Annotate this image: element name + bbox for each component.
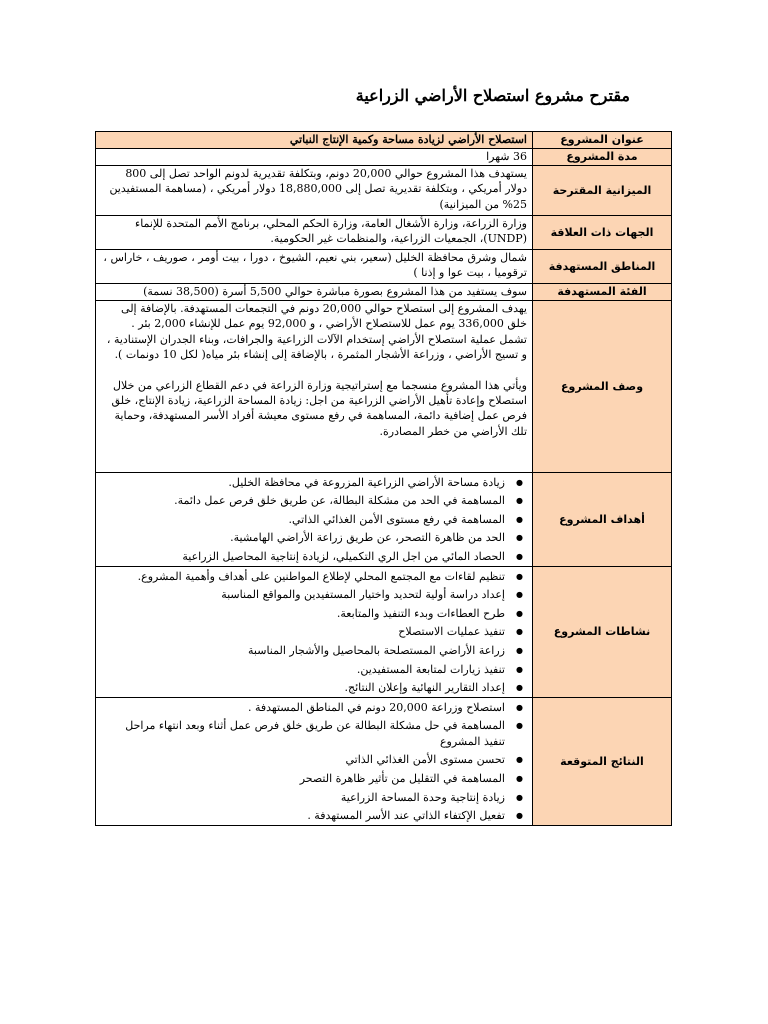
list-item: ● المساهمة في حل مشكلة البطالة عن طريق خلق فرص عمل أثناء وبعد انتهاء مراحل تنفيذ المشروع [101, 717, 505, 751]
label-results: النتائج المتوقعة [533, 698, 672, 826]
description-paragraph-3: ويأتي هذا المشروع منسجما مع إستراتيجية وزارة الزراعة في دعم القطاع الزراعي من خلال استصلاح وإعادة تأهيل الأراضي الزراعية من اجل: زيادة المساحة الزراعية، زيادة الإنتاج، خلق فرص عمل إضافية دائمة، المساهمة في رفع مستوى معيشة أفراد الأسر المستهدفة، وحماية تلك الأراضي من خطر المصادرة. [111, 378, 527, 438]
list-item: ● تنفيذ عمليات الاستصلاح [101, 623, 505, 642]
value-areas: شمال وشرق محافظة الخليل (سعير، بني نعيم، الشيوخ ، دورا ، بيت أومر ، صوريف ، خاراس ، ترقوميا ، بيت عوا و إذنا ) [96, 250, 533, 284]
label-objectives: أهداف المشروع [533, 473, 672, 567]
list-item: ● زيادة إنتاجية وحدة المساحة الزراعية [101, 788, 505, 807]
label-target-group: الفئة المستهدفة [533, 284, 672, 301]
page-title: مقترح مشروع استصلاح الأراضي الزراعية [355, 86, 630, 105]
row-objectives [96, 473, 672, 567]
label-areas: المناطق المستهدفة [533, 250, 672, 284]
list-item: ● الحد من ظاهرة التصحر، عن طريق زراعة الأراضي الهامشية. [101, 529, 505, 548]
results-list [101, 698, 527, 825]
list-item: ● طرح العطاءات وبدء التنفيذ والمتابعة. [101, 604, 505, 623]
list-item: ● زيادة مساحة الأراضي الزراعية المزروعة في محافظة الخليل. [101, 473, 505, 492]
list-item: ● الحصاد المائي من اجل الري التكميلي، لزيادة إنتاجية المحاصيل الزراعية [101, 547, 505, 566]
list-item: ● تنفيذ زيارات لمتابعة المستفيدين. [101, 660, 505, 679]
value-duration: 36 شهرا [96, 149, 533, 166]
list-item: ● زراعة الأراضي المستصلحة بالمحاصيل والأشجار المناسبة [101, 641, 505, 660]
label-project-title: عنوان المشروع [533, 132, 672, 149]
value-stakeholders: وزارة الزراعة، وزارة الأشغال العامة، وزارة الحكم المحلي، برنامج الأمم المتحدة للإنماء (UNDP)، الجمعيات الزراعية، والمنظمات غير الحكومية. [96, 216, 533, 250]
list-item: ● تحسن مستوى الأمن الغذائي الذاتي [101, 751, 505, 770]
list-item: ● إعداد دراسة أولية لتحديد واختيار المستفيدين والمواقع المناسبة [101, 586, 505, 605]
objectives-list [101, 473, 527, 566]
label-activities: نشاطات المشروع [533, 566, 672, 697]
description-paragraph-1: يهدف المشروع إلى استصلاح حوالي 20,000 دونم في التجمعات المستهدفة. بالإضافة إلى خلق 336,000 يوم عمل للاستصلاح الأراضي ، و 92,000 يوم عمل للإنشاء 2,000 بئر . [121, 302, 527, 331]
row-areas [96, 250, 672, 284]
list-item: ● المساهمة في رفع مستوى الأمن الغذائي الذاتي. [101, 510, 505, 529]
list-item: ● إعداد التقارير النهائية وإعلان النتائج. [101, 679, 505, 698]
row-duration [96, 149, 672, 166]
row-description [96, 301, 672, 473]
label-budget: الميزانية المقترحة [533, 166, 672, 216]
value-target-group: سوف يستفيد من هذا المشروع بصورة مباشرة حوالي 5,500 أسرة (38,500 نسمة) [96, 284, 533, 301]
list-item: ● المساهمة في الحد من مشكلة البطالة، عن طريق خلق فرص عمل دائمة. [101, 492, 505, 511]
list-item: ● تنظيم لقاءات مع المجتمع المحلي لإطلاع المواطنين على أهداف وأهمية المشروع. [101, 567, 505, 586]
value-budget: يستهدف هذا المشروع حوالي 20,000 دونم، وبتكلفة تقديرية لدونم الواحد تصل إلى 800 دولار أمريكي ، وبتكلفة تقديرية تصل إلى 18,880,000 دولار أمريكي ، (مساهمة المستفيدين 25% من الميزانية) [96, 166, 533, 216]
proposal-table [95, 131, 672, 826]
label-duration: مدة المشروع [533, 149, 672, 166]
label-description: وصف المشروع [533, 301, 672, 473]
value-results [96, 698, 533, 826]
label-stakeholders: الجهات ذات العلاقة [533, 216, 672, 250]
value-objectives [96, 473, 533, 567]
row-stakeholders [96, 216, 672, 250]
activities-list [101, 567, 527, 697]
value-project-title: استصلاح الأراضي لزيادة مساحة وكمية الإنتاج النباتي [96, 132, 533, 149]
row-target-group [96, 284, 672, 301]
description-paragraph-2: تشمل عملية استصلاح الأراضي إستخدام الآلات الزراعية والجرافات، وبناء الجدران الإستنادية ، و تسيج الأراضي ، وزراعة الأشجار المثمرة ، بالإضافة إلى إنشاء بئر مياه( لكل 10 دونمات ). [106, 332, 527, 362]
value-description [96, 301, 533, 473]
list-item: ● تفعيل الإكتفاء الذاتي عند الأسر المستهدفة . [101, 807, 505, 826]
row-results [96, 698, 672, 826]
row-budget [96, 166, 672, 216]
value-activities [96, 566, 533, 697]
row-activities [96, 566, 672, 697]
row-project-title [96, 132, 672, 149]
list-item: ● استصلاح وزراعة 20,000 دونم في المناطق المستهدفة . [101, 698, 505, 717]
list-item: ● المساهمة في التقليل من تأثير ظاهرة التصحر [101, 769, 505, 788]
